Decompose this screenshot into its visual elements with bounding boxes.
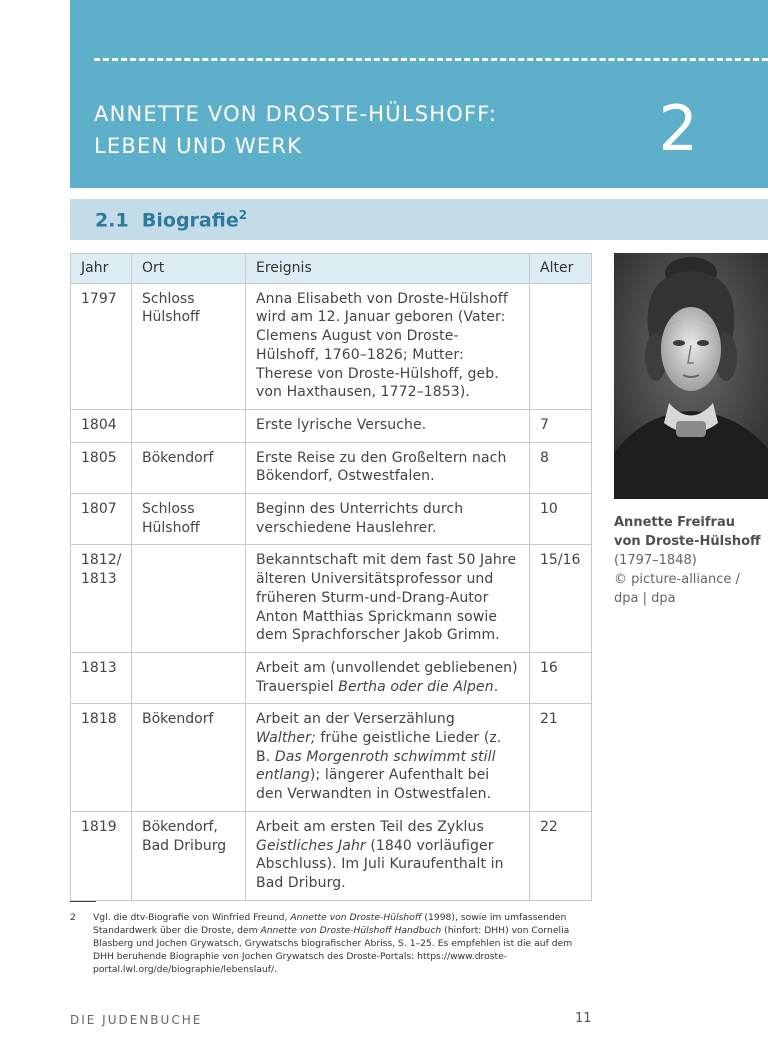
event-text-part: . bbox=[493, 678, 499, 695]
cell-year: 1807 bbox=[71, 494, 132, 545]
footnote-rule bbox=[70, 901, 96, 902]
section-heading bbox=[95, 208, 247, 231]
cell-event bbox=[246, 652, 530, 703]
table-row bbox=[71, 652, 592, 703]
cell-year: 1805 bbox=[71, 442, 132, 493]
cell-age: 10 bbox=[530, 494, 592, 545]
cell-place bbox=[132, 652, 246, 703]
footnote-work-title: Annette von Droste-Hülshoff Handbuch bbox=[260, 925, 442, 936]
event-text-part: Arbeit an der Verserzählung bbox=[256, 711, 455, 728]
event-work-title: Das Morgenroth schwimmt still entlang bbox=[256, 748, 496, 784]
chronology-table-body bbox=[71, 283, 592, 900]
cell-place: Bökendorf bbox=[132, 704, 246, 812]
event-text-part: Erste Reise zu den Großeltern nach Bökendorf, Ostwestfalen. bbox=[256, 449, 507, 485]
cell-place bbox=[132, 409, 246, 442]
cell-event bbox=[246, 283, 530, 409]
portrait-image bbox=[614, 253, 768, 499]
column-header-event: Ereignis bbox=[246, 254, 530, 284]
cell-year: 1819 bbox=[71, 811, 132, 900]
cell-year: 1804 bbox=[71, 409, 132, 442]
chapter-banner bbox=[70, 0, 768, 188]
event-text-part: Arbeit am ersten Teil des Zyklus bbox=[256, 818, 484, 835]
table-row bbox=[71, 494, 592, 545]
table-row bbox=[71, 811, 592, 900]
event-work-title: Geistliches Jahr bbox=[256, 837, 366, 854]
cell-event bbox=[246, 442, 530, 493]
cell-age: 8 bbox=[530, 442, 592, 493]
footnote-text-part: (hinfort: DHH) von Cornelia Blasberg und Jochen Grywatsch, Grywatschs biografischer Abriss, S. 1–25. Es empfehlen ist die auf dem DHH beruhende Biographie von Jochen Grywatsch des Droste-Portals: https://www.droste-portal.lwl.org/de/biographie/lebenslauf/. bbox=[93, 925, 573, 975]
chapter-title bbox=[94, 98, 497, 162]
chronology-table bbox=[70, 253, 592, 901]
cell-place: Bökendorf, Bad Driburg bbox=[132, 811, 246, 900]
running-footer-title: DIE JUDENBUCHE bbox=[70, 1013, 203, 1027]
footnote-text-part: Vgl. die dtv-Biografie von Winfried Freund, bbox=[93, 912, 291, 923]
cell-year: 1818 bbox=[71, 704, 132, 812]
cell-age: 16 bbox=[530, 652, 592, 703]
caption-name: Annette Freifrau von Droste-Hülshoff bbox=[614, 515, 761, 549]
cell-age bbox=[530, 283, 592, 409]
table-row bbox=[71, 283, 592, 409]
footnote-text-part: (1998), sowie im umfassenden Standardwerk über die Droste, dem bbox=[93, 912, 567, 936]
column-header-place: Ort bbox=[132, 254, 246, 284]
column-header-age: Alter bbox=[530, 254, 592, 284]
caption-dates: (1797–1848) bbox=[614, 553, 697, 568]
dashed-divider bbox=[94, 58, 768, 61]
event-text-part: Erste lyrische Versuche. bbox=[256, 416, 427, 433]
cell-year: 1813 bbox=[71, 652, 132, 703]
table-row bbox=[71, 545, 592, 653]
cell-place: Bökendorf bbox=[132, 442, 246, 493]
event-work-title: Bertha oder die Alpen bbox=[338, 678, 494, 695]
event-text-part: Anna Elisabeth von Droste-Hülshoff wird am 12. Januar geboren (Vater: Clemens August von Droste-Hülshoff, 1760–1826; Mutter: Therese von Droste-Hülshoff, geb. von Haxthausen, 1772–1853). bbox=[256, 290, 508, 401]
cell-event bbox=[246, 409, 530, 442]
footnote-text bbox=[93, 911, 594, 976]
event-text-part: Bekanntschaft mit dem fast 50 Jahre älteren Universitätsprofessor und früheren Sturm-und-Drang-Autor Anton Matthias Sprickmann sowie dem Sprachforscher Jakob Grimm. bbox=[256, 552, 517, 644]
event-text-part: (1840 vorläufiger Abschluss). Im Juli Kuraufenthalt in Bad Driburg. bbox=[256, 837, 504, 891]
footnote-work-title: Annette von Droste-Hülshoff bbox=[290, 912, 422, 923]
section-number: 2.1 bbox=[95, 209, 129, 232]
column-header-year: Jahr bbox=[71, 254, 132, 284]
event-text-part: Arbeit am (unvollendet gebliebenen) Trauerspiel bbox=[256, 659, 518, 695]
event-text-part: ); längerer Aufenthalt bei den Verwandten in Ostwestfalen. bbox=[256, 767, 492, 803]
footnote-reference[interactable]: 2 bbox=[238, 208, 248, 222]
chapter-title-line-2: LEBEN UND WERK bbox=[94, 134, 303, 158]
cell-age: 21 bbox=[530, 704, 592, 812]
table-row bbox=[71, 704, 592, 812]
table-row bbox=[71, 442, 592, 493]
cell-age: 22 bbox=[530, 811, 592, 900]
chapter-number: 2 bbox=[658, 92, 698, 165]
cell-age: 15/16 bbox=[530, 545, 592, 653]
cell-event bbox=[246, 494, 530, 545]
event-text-part: Beginn des Unterrichts durch verschiedene Hauslehrer. bbox=[256, 501, 464, 536]
cell-event bbox=[246, 545, 530, 653]
cell-year: 1797 bbox=[71, 283, 132, 409]
table-header-row bbox=[71, 254, 592, 284]
table-row bbox=[71, 409, 592, 442]
section-bar bbox=[70, 199, 768, 240]
footnote-mark: 2 bbox=[70, 912, 76, 923]
cell-year: 1812/ 1813 bbox=[71, 545, 132, 653]
cell-event bbox=[246, 811, 530, 900]
portrait-illustration bbox=[614, 253, 768, 499]
page-number: 11 bbox=[575, 1011, 592, 1026]
caption-credit: © picture-alliance / dpa | dpa bbox=[614, 572, 740, 606]
cell-age: 7 bbox=[530, 409, 592, 442]
cell-place: Schloss Hülshoff bbox=[132, 283, 246, 409]
footnote bbox=[70, 911, 594, 976]
cell-place bbox=[132, 545, 246, 653]
cell-event bbox=[246, 704, 530, 812]
section-title: Biografie bbox=[141, 209, 239, 232]
chapter-title-line-1: ANNETTE VON DROSTE-HÜLSHOFF: bbox=[94, 102, 498, 126]
event-text-part: frühe geistliche Lieder (z. B. bbox=[256, 730, 502, 765]
portrait-caption bbox=[614, 513, 764, 608]
cell-place: Schloss Hülshoff bbox=[132, 494, 246, 545]
event-work-title: Walther; bbox=[256, 730, 316, 747]
